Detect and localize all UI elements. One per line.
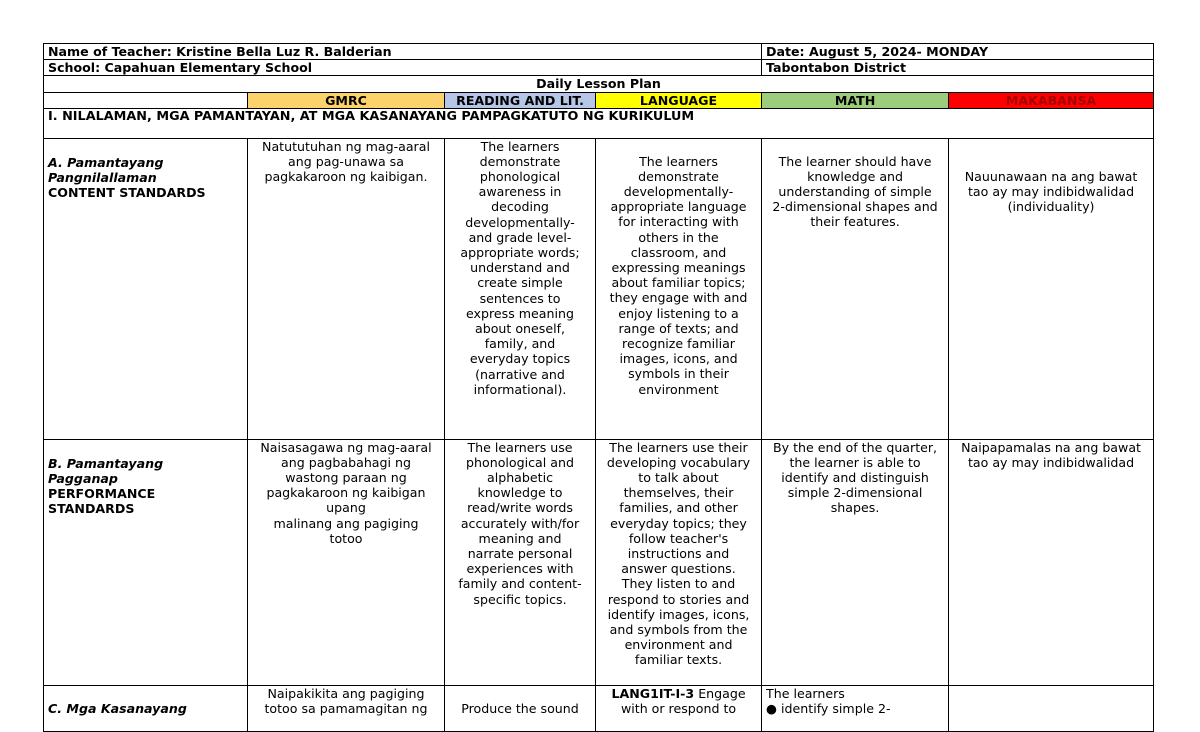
label-a-line1: A. Pamantayang	[48, 154, 164, 170]
competencies-language	[596, 685, 762, 731]
competencies-row	[44, 685, 1154, 731]
performance-makabansa: Naipapamalas na ang bawat tao ay may indibidwalidad	[949, 439, 1154, 685]
title-row	[44, 76, 1154, 92]
teacher-name: Name of Teacher: Kristine Bella Luz R. Balderian	[44, 44, 762, 60]
competencies-math	[762, 685, 949, 731]
performance-gmrc: Naisasagawa ng mag-aaral ang pagbabahagi ng wastong paraan ng pagkakaroon ng kaibigan upang malinang ang pagiging totoo	[248, 439, 445, 685]
competencies-reading	[445, 685, 596, 731]
page-title: Daily Lesson Plan	[44, 76, 1154, 92]
performance-math: By the end of the quarter, the learner is able to identify and distinguish simple 2-dimensional shapes.	[762, 439, 949, 685]
content-math: The learner should have knowledge and understanding of simple 2-dimensional shapes and their features.	[762, 138, 949, 439]
school-row	[44, 60, 1154, 76]
competencies-language-line2: with or respond to	[620, 700, 737, 716]
label-b-line2: Pagganap	[48, 470, 118, 486]
competencies-gmrc	[248, 685, 445, 731]
content-language: The learners demonstrate developmentally- appropriate language for interacting with others in the classroom, and expressing meanings about familiar topics; they engage with and enjoy listening to a range of texts; and recognize familiar images, icons, and symbols in their environment	[596, 138, 762, 439]
teacher-row	[44, 44, 1154, 60]
competencies-reading-text: Produce the sound	[461, 700, 579, 716]
competency-code-text: Engage	[694, 685, 746, 701]
performance-standards-row	[44, 439, 1154, 685]
section-heading: I. NILALAMAN, MGA PAMANTAYAN, AT MGA KASANAYANG PAMPAGKATUTO NG KURIKULUM	[44, 108, 1154, 138]
subject-header-row	[44, 92, 1154, 108]
subject-makabansa: MAKABANSA	[949, 92, 1154, 108]
lesson-date: Date: August 5, 2024- MONDAY	[762, 44, 1154, 60]
content-makabansa: Nauunawaan na ang bawat tao ay may indibidwalidad (individuality)	[949, 138, 1154, 439]
content-reading: The learners demonstrate phonological awareness in decoding developmentally- and grade level- appropriate words; understand and create simple sentences to express meaning about oneself, family, and everyday topics (narrative and informational).	[445, 138, 596, 439]
subject-math: MATH	[762, 92, 949, 108]
competencies-gmrc-text: Naipakikita ang pagiging totoo sa pamamagitan ng	[264, 685, 428, 716]
content-standards-row	[44, 138, 1154, 439]
content-standards-label	[44, 138, 248, 439]
label-b-line4: STANDARDS	[48, 501, 135, 517]
school-name: School: Capahuan Elementary School	[44, 60, 762, 76]
label-b-line1: B. Pamantayang	[48, 455, 164, 471]
competency-code: LANG1IT-I-3	[611, 685, 695, 701]
performance-standards-label	[44, 439, 248, 685]
competencies-label	[44, 685, 248, 731]
blank-header-cell	[44, 92, 248, 108]
competencies-math-line1: The learners	[766, 685, 845, 701]
competencies-math-bullet: ● identify simple 2-	[766, 700, 891, 716]
label-c-line1: C. Mga Kasanayang	[48, 700, 187, 716]
district-name: Tabontabon District	[762, 60, 1154, 76]
section-row	[44, 108, 1154, 138]
subject-gmrc: GMRC	[248, 92, 445, 108]
performance-reading: The learners use phonological and alphabetic knowledge to read/write words accurately with/for meaning and narrate personal experiences with family and content- specific topics.	[445, 439, 596, 685]
label-b-line3: PERFORMANCE	[48, 486, 156, 502]
performance-language: The learners use their developing vocabulary to talk about themselves, their families, and other everyday topics; they follow teacher's instructions and answer questions. They listen to and respond to stories and identify images, icons, and symbols from the environment and familiar texts.	[596, 439, 762, 685]
label-a-line3: CONTENT STANDARDS	[48, 185, 206, 201]
content-gmrc: Natututuhan ng mag-aaral ang pag-unawa sa pagkakaroon ng kaibigan.	[248, 138, 445, 439]
lesson-plan-table	[43, 43, 1154, 732]
competencies-makabansa	[949, 685, 1154, 731]
label-a-line2: Pangnilallaman	[48, 169, 157, 185]
subject-reading: READING AND LIT.	[445, 92, 596, 108]
subject-language: LANGUAGE	[596, 92, 762, 108]
